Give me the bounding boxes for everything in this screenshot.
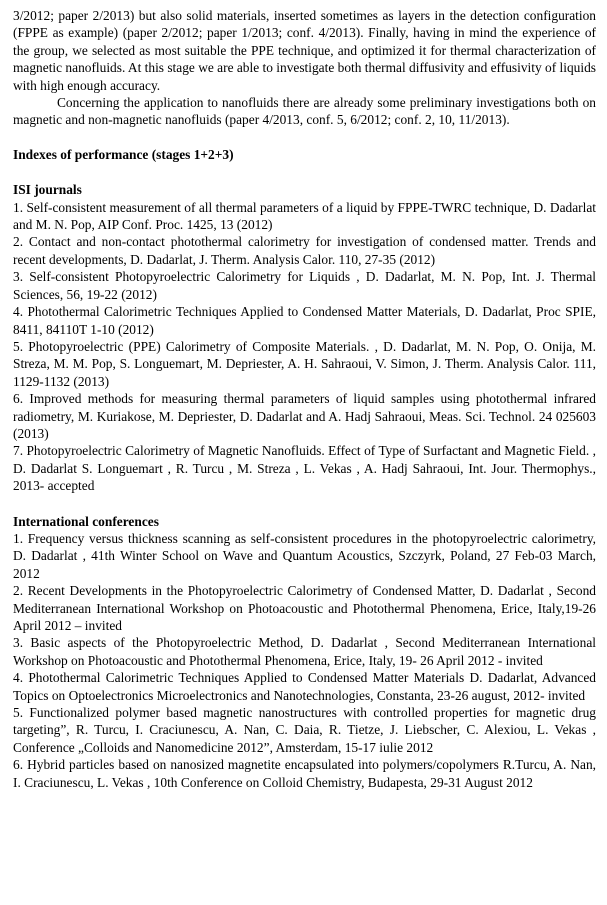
conferences-list <box>13 530 596 791</box>
list-item: 4. Photothermal Calorimetric Techniques Applied to Condensed Matter Materials, D. Dadarlat, Proc SPIE, 8411, 84110T 1-10 (2012) <box>13 304 596 337</box>
isi-journals-list <box>13 199 596 495</box>
indexes-heading: Indexes of performance (stages 1+2+3) <box>13 146 234 162</box>
list-item: 2. Recent Developments in the Photopyroelectric Calorimetry of Condensed Matter, D. Dadarlat , Second Mediterranean International Workshop on Photoacoustic and Photothermal Phenomena, Erice, Italy,19-26 April 2012 – invited <box>13 583 596 633</box>
spacer <box>13 495 596 513</box>
isi-journals-heading: ISI journals <box>13 182 82 198</box>
international-conferences-heading: International conferences <box>13 513 159 529</box>
list-item: 5. Photopyroelectric (PPE) Calorimetry of Composite Materials. , D. Dadarlat, M. N. Pop, O. Onija, M. Streza, M. M. Pop, S. Longuemart, M. Depriester, A. H. Sahraoui, V. Simon, J. Therm. Analysis Calor. 111, 1129-1132 (2013) <box>13 338 596 389</box>
list-item: 1. Self-consistent measurement of all thermal parameters of a liquid by FPPE-TWRC technique, D. Dadarlat and M. N. Pop, AIP Conf. Proc. 1425, 13 (2012) <box>13 199 596 233</box>
list-item: 5. Functionalized polymer based magnetic nanostructures with controlled properties for magnetic drug targeting”, R. Turcu, I. Craciunescu, A. Nan, C. Daia, R. Tietze, J. Liebscher, C. Alexiou, L. Vekas , Conference „Colloids and Nanomedicine 2012”, Amsterdam, 15-17 iulie 2012 <box>13 705 596 755</box>
list-item: 4. Photothermal Calorimetric Techniques Applied to Condensed Matter Materials D. Dadarlat, Advanced Topics on Optoelectronics Microelectronics and Nanotechnologies, Constanta, 23-26 august, 2012- invited <box>13 670 596 703</box>
spacer <box>13 129 596 146</box>
list-item: 3. Basic aspects of the Photopyroelectric Method, D. Dadarlat , Second Mediterranean International Workshop on Photoacoustic and Photothermal Phenomena, Erice, Italy, 19- 26 April 2012 - invited <box>13 635 596 668</box>
list-item: 2. Contact and non-contact photothermal calorimetry for investigation of condensed matter. Trends and recent developments, D. Dadarlat, J. Therm. Analysis Calor. 110, 27-35 (2012) <box>13 234 596 267</box>
intro-paragraph-2: Concerning the application to nanofluids there are already some preliminary investigations both on magnetic and non-magnetic nanofluids (paper 4/2013, conf. 5, 6/2012; conf. 2, 10, 11/2013). <box>13 95 596 128</box>
list-item: 1. Frequency versus thickness scanning as self-consistent procedures in the photopyroelectric calorimetry, D. Dadarlat , 41th Winter School on Wave and Quantum Acoustics, Szczyrk, Poland, 27 Feb-03 March, 2012 <box>13 530 596 581</box>
list-item: 6. Hybrid particles based on nanosized magnetite encapsulated into polymers/copolymers R.Turcu, A. Nan, I. Craciunescu, L. Vekas , 10th Conference on Colloid Chemistry, Budapesta, 29-31 August 2012 <box>13 757 596 790</box>
list-item: 6. Improved methods for measuring thermal parameters of liquid samples using photothermal infrared radiometry, M. Kuriakose, M. Depriester, D. Dadarlat and A. Hadj Sahraoui, Meas. Sci. Technol. 24 025603 (2013) <box>13 391 596 441</box>
intro-paragraph-1: 3/2012; paper 2/2013) but also solid materials, inserted sometimes as layers in the detection configuration (FPPE as example) (paper 2/2012; paper 1/2013; conf. 4/2013). Finally, having in mind the experience of the group, we selected as most suitable the PPE technique, and optimized it for thermal characterization of magnetic nanofluids. At this stage we are able to investigate both thermal diffusivity and effusivity of liquids with high enough accuracy. <box>13 8 596 93</box>
spacer <box>13 163 596 181</box>
list-item: 7. Photopyroelectric Calorimetry of Magnetic Nanofluids. Effect of Type of Surfactant and Magnetic Field. , D. Dadarlat S. Longuemart , R. Turcu , M. Streza , L. Vekas , A. Hadj Sahraoui, Int. Jour. Thermophys., 2013- accepted <box>13 443 596 494</box>
list-item: 3. Self-consistent Photopyroelectric Calorimetry for Liquids , D. Dadarlat, M. N. Pop, Int. J. Thermal Sciences, 56, 19-22 (2012) <box>13 269 596 302</box>
